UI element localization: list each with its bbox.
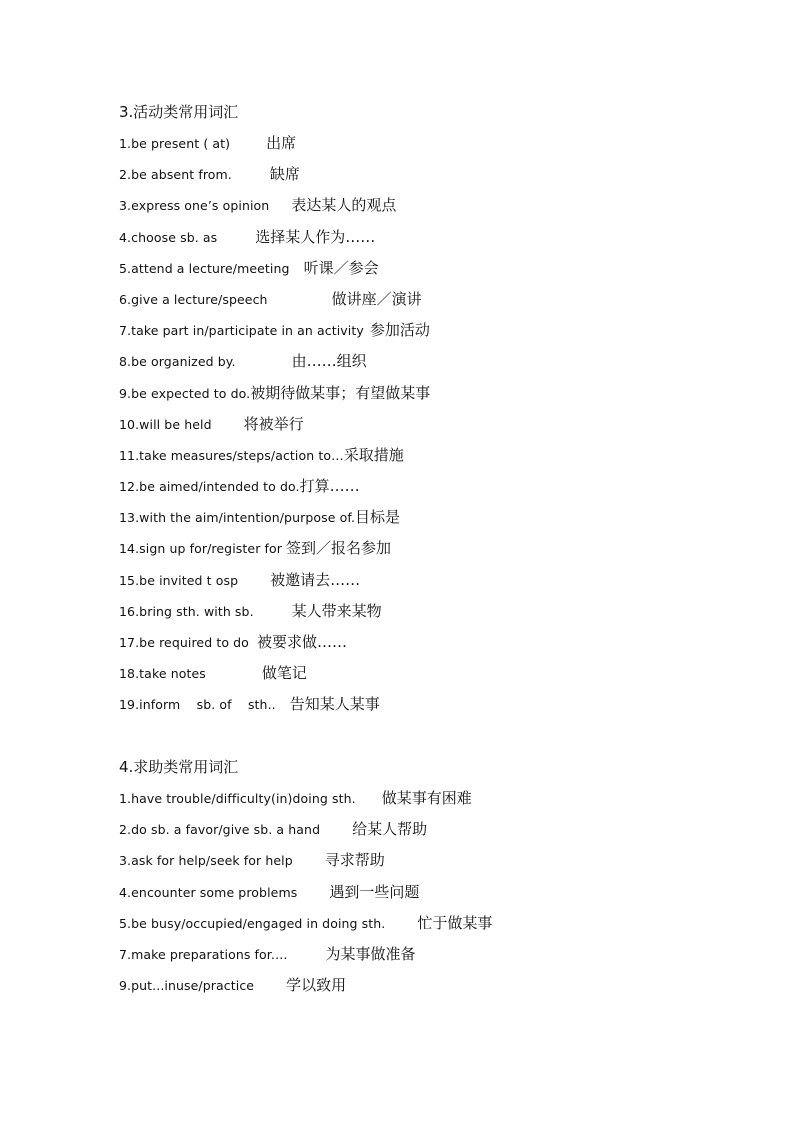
- vocab-row: [119, 413, 430, 444]
- vocab-row: [119, 693, 430, 724]
- chinese-meaning: 被期待做某事；有望做某事: [250, 383, 431, 402]
- chinese-meaning: 缺席: [269, 165, 300, 184]
- english-phrase: 7.make preparations for.…: [119, 946, 288, 962]
- chinese-meaning: 忙于做某事: [417, 913, 493, 932]
- english-phrase: 17.be required to do: [119, 635, 249, 650]
- chinese-meaning: 将被举行: [243, 414, 304, 433]
- english-phrase: 9.be expected to do.: [119, 385, 251, 401]
- chinese-meaning: 被要求做……: [256, 633, 347, 651]
- english-phrase: 5.attend a lecture/meeting: [119, 260, 290, 276]
- vocab-row: [119, 912, 492, 943]
- vocab-row: [119, 506, 430, 537]
- vocabulary-list: [119, 787, 492, 1005]
- english-phrase: 14.sign up for/register for: [119, 541, 282, 557]
- english-phrase: 9.put...inuse/practice: [119, 978, 255, 994]
- english-phrase: 8.be organized by.: [119, 354, 236, 370]
- english-phrase: 11.take measures/steps/action to…: [119, 447, 344, 463]
- english-phrase: 1.be present ( at): [119, 136, 231, 151]
- chinese-meaning: 为某事做准备: [325, 944, 416, 963]
- vocab-row: [119, 350, 430, 381]
- section-heading: 4.求助类常用词汇: [119, 758, 239, 776]
- english-phrase: 16.bring sth. with sb.: [119, 603, 254, 619]
- english-phrase: 4.encounter some problems: [119, 884, 298, 900]
- chinese-meaning: 告知某人某事: [289, 695, 380, 714]
- english-phrase: 12.be aimed/intended to do.: [119, 479, 300, 495]
- english-phrase: 7.take part in/participate in an activity: [119, 323, 364, 339]
- chinese-meaning: 参加活动: [369, 321, 430, 340]
- english-phrase: 4.choose sb. as: [119, 229, 218, 245]
- chinese-meaning: 目标是: [355, 508, 401, 527]
- english-phrase: 6.give a lecture/speech: [119, 291, 268, 307]
- vocab-row: [119, 881, 492, 912]
- english-phrase: 10.will be held: [119, 416, 212, 432]
- vocab-row: [119, 943, 492, 974]
- chinese-meaning: 做笔记: [261, 664, 307, 683]
- vocab-row: [119, 569, 430, 600]
- english-phrase: 5.be busy/occupied/engaged in doing sth.: [119, 915, 386, 931]
- chinese-meaning: 某人带来某物: [291, 601, 382, 620]
- activity-vocabulary-section: [119, 101, 430, 725]
- chinese-meaning: 学以致用: [286, 976, 347, 995]
- vocab-row: [119, 257, 430, 288]
- english-phrase: 2.be absent from.: [119, 167, 232, 183]
- chinese-meaning: 选择某人作为……: [255, 227, 376, 246]
- vocab-row: [119, 974, 492, 1005]
- english-phrase: 3.ask for help/seek for help: [119, 853, 293, 869]
- chinese-meaning: 出席: [266, 134, 297, 152]
- vocab-row: [119, 319, 430, 350]
- section-heading: 3.活动类常用词汇: [119, 103, 239, 121]
- chinese-meaning: 做某事有困难: [381, 789, 472, 807]
- chinese-meaning: 寻求帮助: [324, 851, 385, 870]
- chinese-meaning: 由……组织: [291, 352, 367, 371]
- vocab-row: [119, 163, 430, 194]
- vocab-row: [119, 444, 430, 475]
- english-phrase: 15.be invited t osp: [119, 572, 239, 588]
- chinese-meaning: 给某人帮助: [352, 820, 428, 839]
- chinese-meaning: 做讲座／演讲: [331, 289, 422, 308]
- chinese-meaning: 被邀请去……: [270, 570, 361, 589]
- vocab-row: [119, 631, 430, 662]
- vocabulary-list: [119, 132, 430, 725]
- english-phrase: 2.do sb. a favor/give sb. a hand: [119, 822, 321, 838]
- vocab-row: [119, 226, 430, 257]
- vocab-row: [119, 194, 430, 225]
- vocab-row: [119, 849, 492, 880]
- chinese-meaning: 打算……: [299, 477, 360, 496]
- vocab-row: [119, 818, 492, 849]
- vocab-row: [119, 787, 492, 818]
- vocab-row: [119, 537, 430, 568]
- chinese-meaning: 听课／参会: [303, 258, 379, 277]
- vocab-row: [119, 382, 430, 413]
- vocab-row: [119, 662, 430, 693]
- chinese-meaning: 遇到一些问题: [329, 882, 420, 901]
- vocab-row: [119, 288, 430, 319]
- english-phrase: 3.express one’s opinion: [119, 198, 270, 214]
- vocab-row: [119, 132, 430, 163]
- vocab-row: [119, 600, 430, 631]
- vocab-row: [119, 475, 430, 506]
- english-phrase: 19.inform sb. of sth..: [119, 697, 276, 713]
- chinese-meaning: 签到／报名参加: [286, 539, 392, 558]
- chinese-meaning: 表达某人的观点: [291, 196, 397, 215]
- chinese-meaning: 采取措施: [343, 445, 404, 464]
- english-phrase: 13.with the aim/intention/purpose of.: [119, 510, 356, 526]
- english-phrase: 18.take notes: [119, 666, 206, 682]
- english-phrase: 1.have trouble/difficulty(in)doing sth.: [119, 791, 356, 806]
- help-vocabulary-section: [119, 756, 492, 1005]
